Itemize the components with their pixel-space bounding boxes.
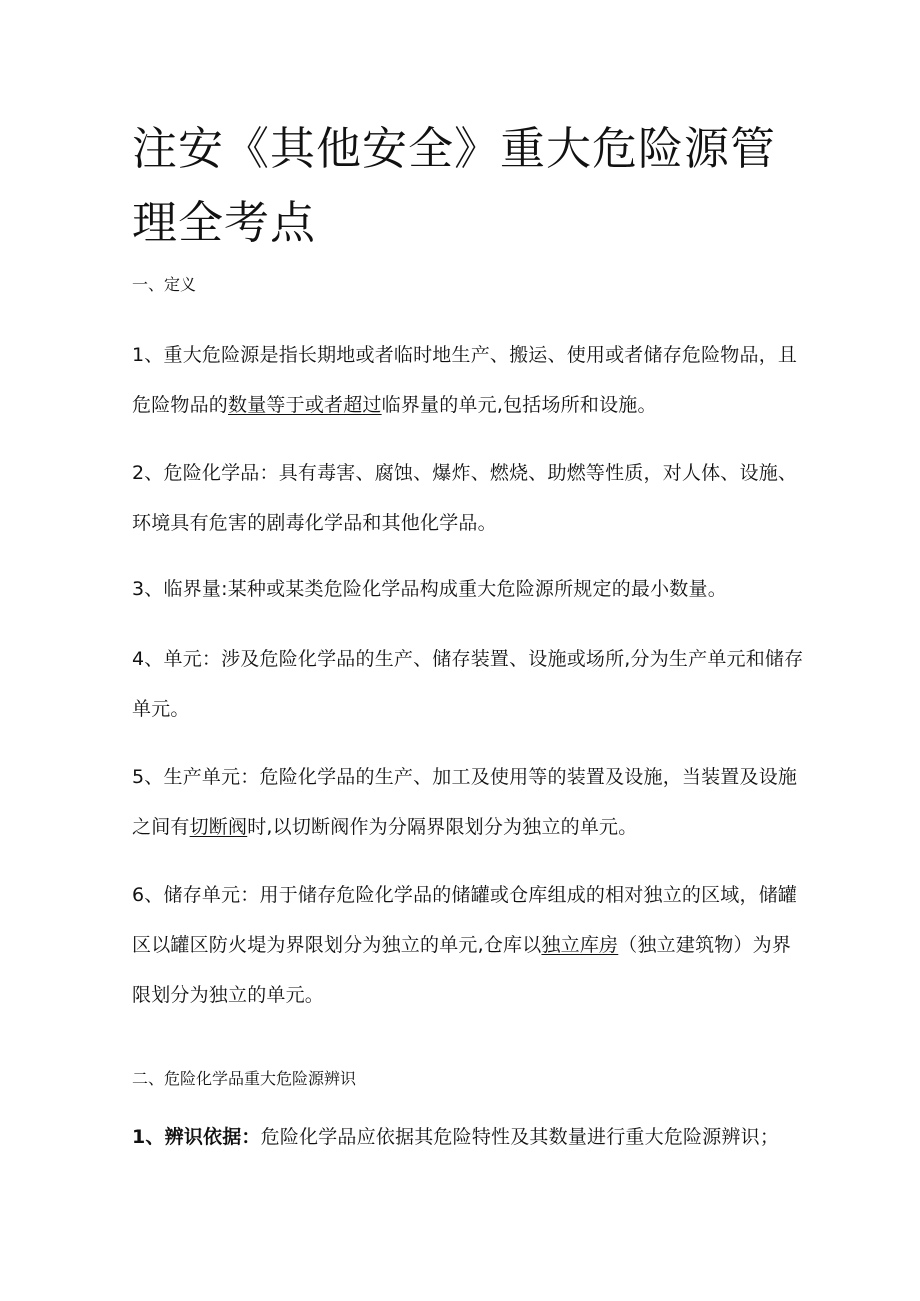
paragraph-5-text-a: 5、生产单元：危险化学品的生产、加工及使用等的装置及设施，当装置及设施之间有	[132, 766, 798, 838]
section-heading-identification: 二、危险化学品重大危险源辨识	[132, 1069, 357, 1088]
paragraph-4: 4、单元：涉及危险化学品的生产、储存装置、设施或场所,分为生产单元和储存单元。	[132, 648, 804, 720]
document-title: 注安《其他安全》重大危险源管理全考点	[132, 122, 777, 249]
paragraph-6-underlined: 独立库房	[541, 934, 619, 956]
paragraph-7-text: 危险化学品应依据其危险特性及其数量进行重大危险源辨识；	[260, 1126, 780, 1148]
paragraph-6-text-b: （独立建筑物）为界限划分为独立的单元。	[132, 934, 792, 1006]
paragraph-5-text-b: 时,以切断阀作为分隔界限划分为独立的单元。	[247, 816, 638, 838]
paragraph-5-underlined: 切断阀	[189, 816, 248, 838]
paragraph-1-underlined: 数量等于或者超过	[228, 394, 382, 416]
paragraph-1-text-b: 临界量的单元,包括场所和设施。	[381, 394, 657, 416]
paragraph-7-bold-label: 1、辨识依据：	[132, 1126, 261, 1148]
paragraph-6-text-a: 6、储存单元：用于储存危险化学品的储罐或仓库组成的相对独立的区域，储罐区以罐区防火堤为界限划分为独立的单元,仓库以	[132, 884, 798, 956]
paragraph-2: 2、危险化学品：具有毒害、腐蚀、爆炸、燃烧、助燃等性质，对人体、设施、环境具有危害的剧毒化学品和其他化学品。	[132, 462, 798, 534]
paragraph-5	[132, 752, 808, 852]
paragraph-1	[132, 330, 808, 430]
paragraph-1-text-a: 1、重大危险源是指长期地或者临时地生产、搬运、使用或者储存危险物品，且危险物品的	[132, 344, 798, 416]
paragraph-6	[132, 870, 808, 1020]
section-heading-definition: 一、定义	[132, 275, 197, 294]
paragraph-3: 3、临界量:某种或某类危险化学品构成重大危险源所规定的最小数量。	[132, 578, 727, 600]
paragraph-7	[132, 1112, 808, 1162]
